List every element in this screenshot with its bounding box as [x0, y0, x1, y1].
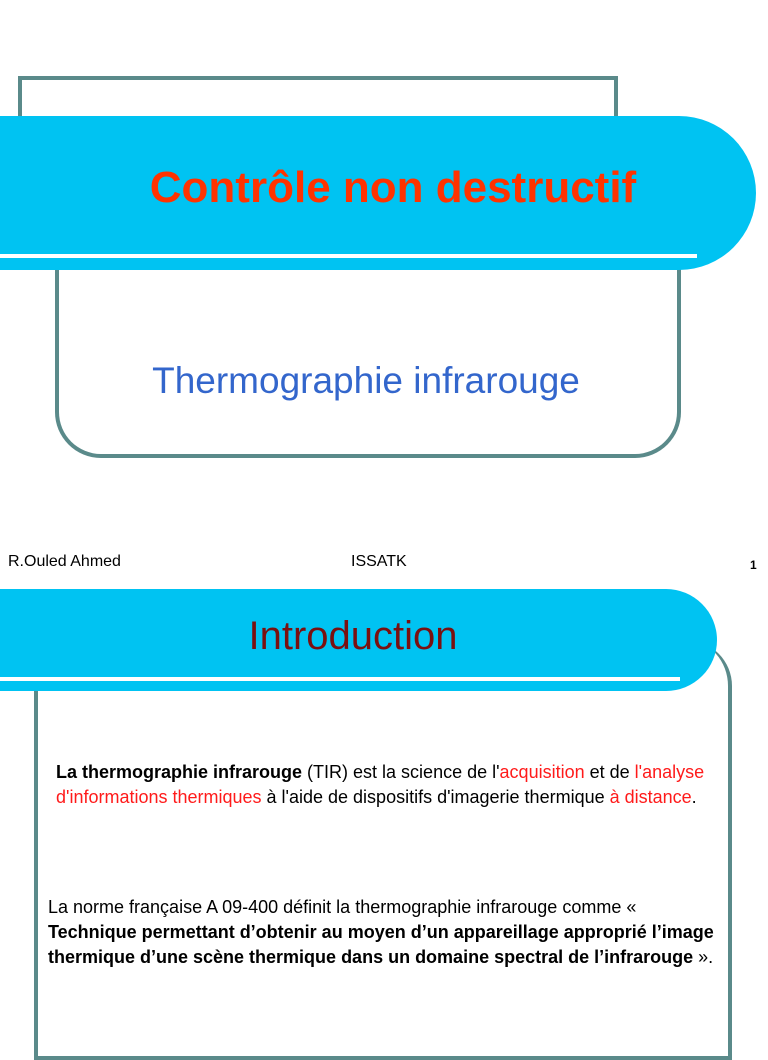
para1-text-c: à l'aide de dispositifs d'imagerie thermique	[261, 787, 610, 807]
analyse-highlight: l'analyse d'informations thermiques	[56, 762, 705, 807]
norm-definition-bold: Technique permettant d’obtenir au moyen d’un appareillage approprié l’image thermique d’une scène thermique dans un domaine spectral de l’infrarouge	[48, 922, 714, 967]
para1-text-d: .	[691, 787, 697, 807]
distance-highlight: à distance	[609, 787, 692, 807]
para2-intro: La norme française A 09-400 définit la thermographie infrarouge comme «	[48, 897, 637, 917]
term-bold: La thermographie infrarouge	[56, 762, 303, 782]
slide2-frame	[34, 640, 732, 1060]
footer-author: R.Ouled Ahmed	[8, 553, 121, 570]
para2-outro: ».	[693, 947, 714, 967]
slide1-banner-line	[0, 254, 697, 258]
para1-text-a: (TIR) est la science de l'	[302, 762, 500, 782]
definition-paragraph	[56, 760, 716, 810]
footer-institution: ISSATK	[351, 553, 407, 570]
para1-text-b: et de	[584, 762, 635, 782]
slide2-banner-line	[0, 677, 680, 681]
slide1-subtitle: Thermographie infrarouge	[152, 360, 580, 401]
norm-paragraph	[48, 895, 720, 970]
page-number: 1	[750, 558, 757, 572]
slide2-title: Introduction	[248, 614, 458, 658]
acquisition-highlight: acquisition	[499, 762, 585, 782]
slide1-title: Contrôle non destructif	[149, 163, 637, 212]
